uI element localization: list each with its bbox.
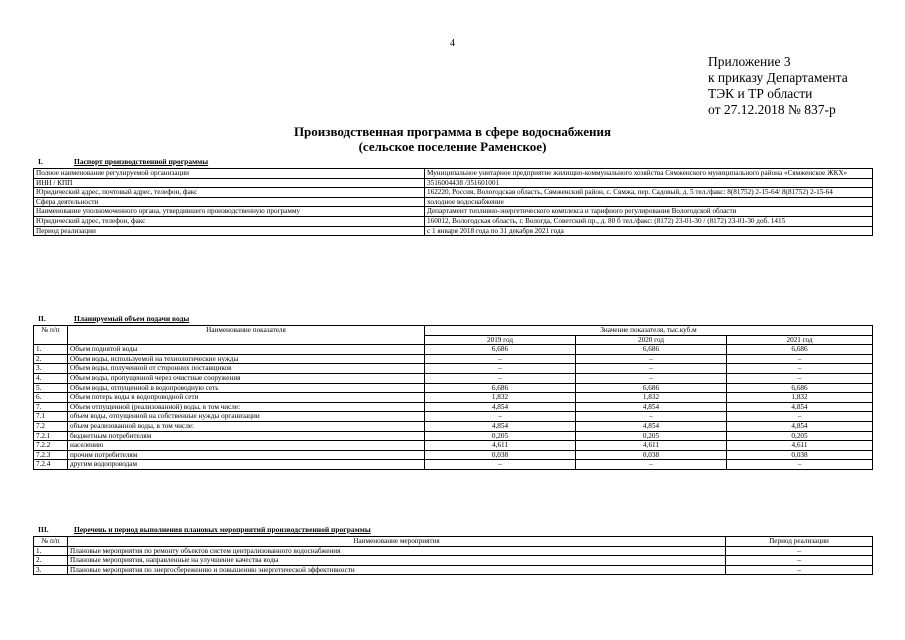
header-name: Наименование показателя: [68, 326, 425, 345]
indicator-value: –: [727, 354, 873, 364]
passport-value: Муниципальное унитарное предприятие жилищно-коммунального хозяйства Сямженского муниципального района «Сямженское ЖКХ»: [425, 169, 873, 179]
document-title: [0, 124, 905, 154]
indicator-value: –: [425, 354, 576, 364]
header-row: [34, 326, 873, 336]
indicator-value: –: [576, 460, 727, 470]
section-title: Паспорт производственной программы: [74, 157, 209, 166]
indicator-value: 4,854: [425, 421, 576, 431]
indicator-value: 6,686: [727, 383, 873, 393]
indicator-name: объем реализованной воды, в том числе:: [68, 421, 425, 431]
table-row: [34, 421, 873, 431]
table-row: [34, 188, 873, 198]
passport-value: 3516004438 /351601001: [425, 178, 873, 188]
row-number: 2.: [34, 556, 68, 566]
passport-label: Период реализации: [34, 226, 425, 236]
row-number: 7.1: [34, 412, 68, 422]
appendix-line: Приложение 3: [708, 54, 791, 69]
header-value-group: Значение показателя, тыс.куб.м: [425, 326, 873, 336]
indicator-value: –: [425, 412, 576, 422]
row-number: 7.2.1: [34, 431, 68, 441]
appendix-line: от 27.12.2018 № 837-р: [708, 102, 836, 117]
indicator-name: Объем отпущенной (реализованной) воды, в том числе:: [68, 402, 425, 412]
activities-table: [33, 536, 873, 575]
indicator-value: –: [576, 364, 727, 374]
passport-value: 162220, Россия, Вологодская область, Сямженский район, с. Сямжа, пер. Садовый, д. 5 тел./факс: 8(81752) 2-15-64/ 8(81752) 2-15-64: [425, 188, 873, 198]
row-number: 1.: [34, 546, 68, 556]
indicator-name: Объем воды, пропущенной через очистные сооружения: [68, 373, 425, 383]
passport-body: [34, 169, 873, 236]
table-row: [34, 441, 873, 451]
indicator-value: –: [576, 412, 727, 422]
indicator-value: 6,686: [727, 345, 873, 355]
passport-label: Наименование уполномоченного органа, утвердившего производственную программу: [34, 207, 425, 217]
activity-name: Плановые мероприятия по энергосбережению и повышению энергетической эффективности: [68, 565, 726, 575]
activity-name: Плановые мероприятия по ремонту объектов систем централизованного водоснабжения: [68, 546, 726, 556]
indicator-value: 0,038: [576, 450, 727, 460]
row-number: 3.: [34, 565, 68, 575]
appendix-block: [708, 54, 848, 118]
indicator-value: –: [425, 373, 576, 383]
indicator-value: –: [576, 373, 727, 383]
title-line-1: Производственная программа в сфере водоснабжения: [293, 124, 612, 139]
indicator-value: 6,686: [425, 383, 576, 393]
passport-label: Юридический адрес, телефон, факс: [34, 216, 425, 226]
indicator-value: 6,686: [425, 345, 576, 355]
table-row: [34, 383, 873, 393]
appendix-line: ТЭК и ТР области: [708, 86, 813, 101]
title-line-2: (сельское поселение Раменское): [358, 139, 547, 154]
header-year: 2021 год: [727, 335, 873, 345]
table-row: [34, 556, 873, 566]
row-number: 7.2: [34, 421, 68, 431]
header-name: Наименование мероприятия: [68, 537, 726, 547]
indicator-value: –: [727, 373, 873, 383]
row-number: 7.2.3: [34, 450, 68, 460]
table-row: [34, 373, 873, 383]
row-number: 1.: [34, 345, 68, 355]
row-number: 3.: [34, 364, 68, 374]
passport-label: Юридический адрес, почтовый адрес, телефон, факс: [34, 188, 425, 198]
indicator-value: 1,832: [727, 393, 873, 403]
section-title: Планируемый объем подачи воды: [74, 314, 190, 323]
passport-table: [33, 168, 873, 236]
indicator-name: Объем воды, отпущенной в водопроводную сеть: [68, 383, 425, 393]
section-title: Перечень и период выполнения плановых мероприятий производственной программы: [74, 525, 371, 534]
table-row: [34, 393, 873, 403]
row-number: 6.: [34, 393, 68, 403]
table-row: [34, 169, 873, 179]
indicator-value: 4,854: [727, 421, 873, 431]
section-number: III.: [38, 525, 49, 534]
water-volume-table: [33, 325, 873, 470]
indicator-value: –: [727, 460, 873, 470]
table-row: [34, 207, 873, 217]
table-row: [34, 412, 873, 422]
indicator-value: 6,686: [576, 345, 727, 355]
indicator-name: населению: [68, 441, 425, 451]
indicator-value: –: [727, 412, 873, 422]
row-number: 7.: [34, 402, 68, 412]
activity-period: –: [726, 556, 873, 566]
passport-value: Департамент топливно-энергетического комплекса и тарифного регулирования Вологодской области: [425, 207, 873, 217]
section-2-heading: [38, 314, 189, 323]
section-1-heading: [38, 157, 208, 166]
indicator-value: –: [727, 364, 873, 374]
activity-name: Плановые мероприятия, направленные на улучшение качества воды: [68, 556, 726, 566]
passport-value: холодное водоснабжение: [425, 197, 873, 207]
indicator-value: 4,854: [576, 421, 727, 431]
table-row: [34, 431, 873, 441]
header-no: № п/п: [34, 537, 68, 547]
indicator-value: 6,686: [576, 383, 727, 393]
table-row: [34, 402, 873, 412]
header-row: [34, 537, 873, 547]
indicator-value: 1,832: [576, 393, 727, 403]
row-number: 7.2.4: [34, 460, 68, 470]
row-number: 4.: [34, 373, 68, 383]
indicator-name: объем воды, отпущенной на собственные нужды организации: [68, 412, 425, 422]
page-number: 4: [450, 38, 455, 49]
table-row: [34, 197, 873, 207]
indicator-value: 4,854: [576, 402, 727, 412]
indicator-value: 0,038: [727, 450, 873, 460]
indicator-value: 4,611: [576, 441, 727, 451]
indicator-name: Объем потерь воды в водопроводной сети: [68, 393, 425, 403]
indicator-name: другим водопроводам: [68, 460, 425, 470]
indicator-value: –: [425, 460, 576, 470]
indicator-value: –: [576, 354, 727, 364]
activities-body: [34, 546, 873, 575]
passport-value: с 1 января 2018 года по 31 декабря 2021 года: [425, 226, 873, 236]
table-row: [34, 364, 873, 374]
indicator-value: 0,038: [425, 450, 576, 460]
indicator-value: 0,205: [727, 431, 873, 441]
table-row: [34, 178, 873, 188]
table-row: [34, 354, 873, 364]
section-number: II.: [38, 314, 46, 323]
indicator-value: 4,611: [727, 441, 873, 451]
indicator-value: 4,611: [425, 441, 576, 451]
header-year: 2019 год: [425, 335, 576, 345]
passport-label: Сфера деятельности: [34, 197, 425, 207]
row-number: 2.: [34, 354, 68, 364]
table-row: [34, 565, 873, 575]
table-row: [34, 345, 873, 355]
table-row: [34, 216, 873, 226]
indicator-name: Объем воды, используемой на технологические нужды: [68, 354, 425, 364]
indicator-name: прочим потребителям: [68, 450, 425, 460]
activity-period: –: [726, 546, 873, 556]
indicator-name: Объем воды, полученной от сторонних поставщиков: [68, 364, 425, 374]
indicator-value: 0,205: [425, 431, 576, 441]
table-row: [34, 460, 873, 470]
water-volume-body: [34, 345, 873, 470]
table-row: [34, 226, 873, 236]
table-row: [34, 546, 873, 556]
activity-period: –: [726, 565, 873, 575]
indicator-value: 0,205: [576, 431, 727, 441]
row-number: 7.2.2: [34, 441, 68, 451]
section-3-heading: [38, 525, 371, 534]
table-row: [34, 450, 873, 460]
indicator-value: 4,854: [425, 402, 576, 412]
section-number: I.: [38, 157, 43, 166]
indicator-value: –: [425, 364, 576, 374]
passport-label: Полное наименование регулируемой организации: [34, 169, 425, 179]
passport-label: ИНН / КПП: [34, 178, 425, 188]
appendix-line: к приказу Департамента: [708, 70, 848, 85]
header-period: Период реализации: [726, 537, 873, 547]
header-year: 2020 год: [576, 335, 727, 345]
indicator-value: 4,854: [727, 402, 873, 412]
header-no: № п/п: [34, 326, 68, 345]
indicator-name: бюджетным потребителям: [68, 431, 425, 441]
row-number: 5.: [34, 383, 68, 393]
indicator-name: Объем поднятой воды: [68, 345, 425, 355]
passport-value: 160012, Вологодская область, г. Вологда, Советский пр., д. 80 б тел./факс: (8172) 23-01-30 / (8172) 23-01-30 доб. 1415: [425, 216, 873, 226]
indicator-value: 1,832: [425, 393, 576, 403]
